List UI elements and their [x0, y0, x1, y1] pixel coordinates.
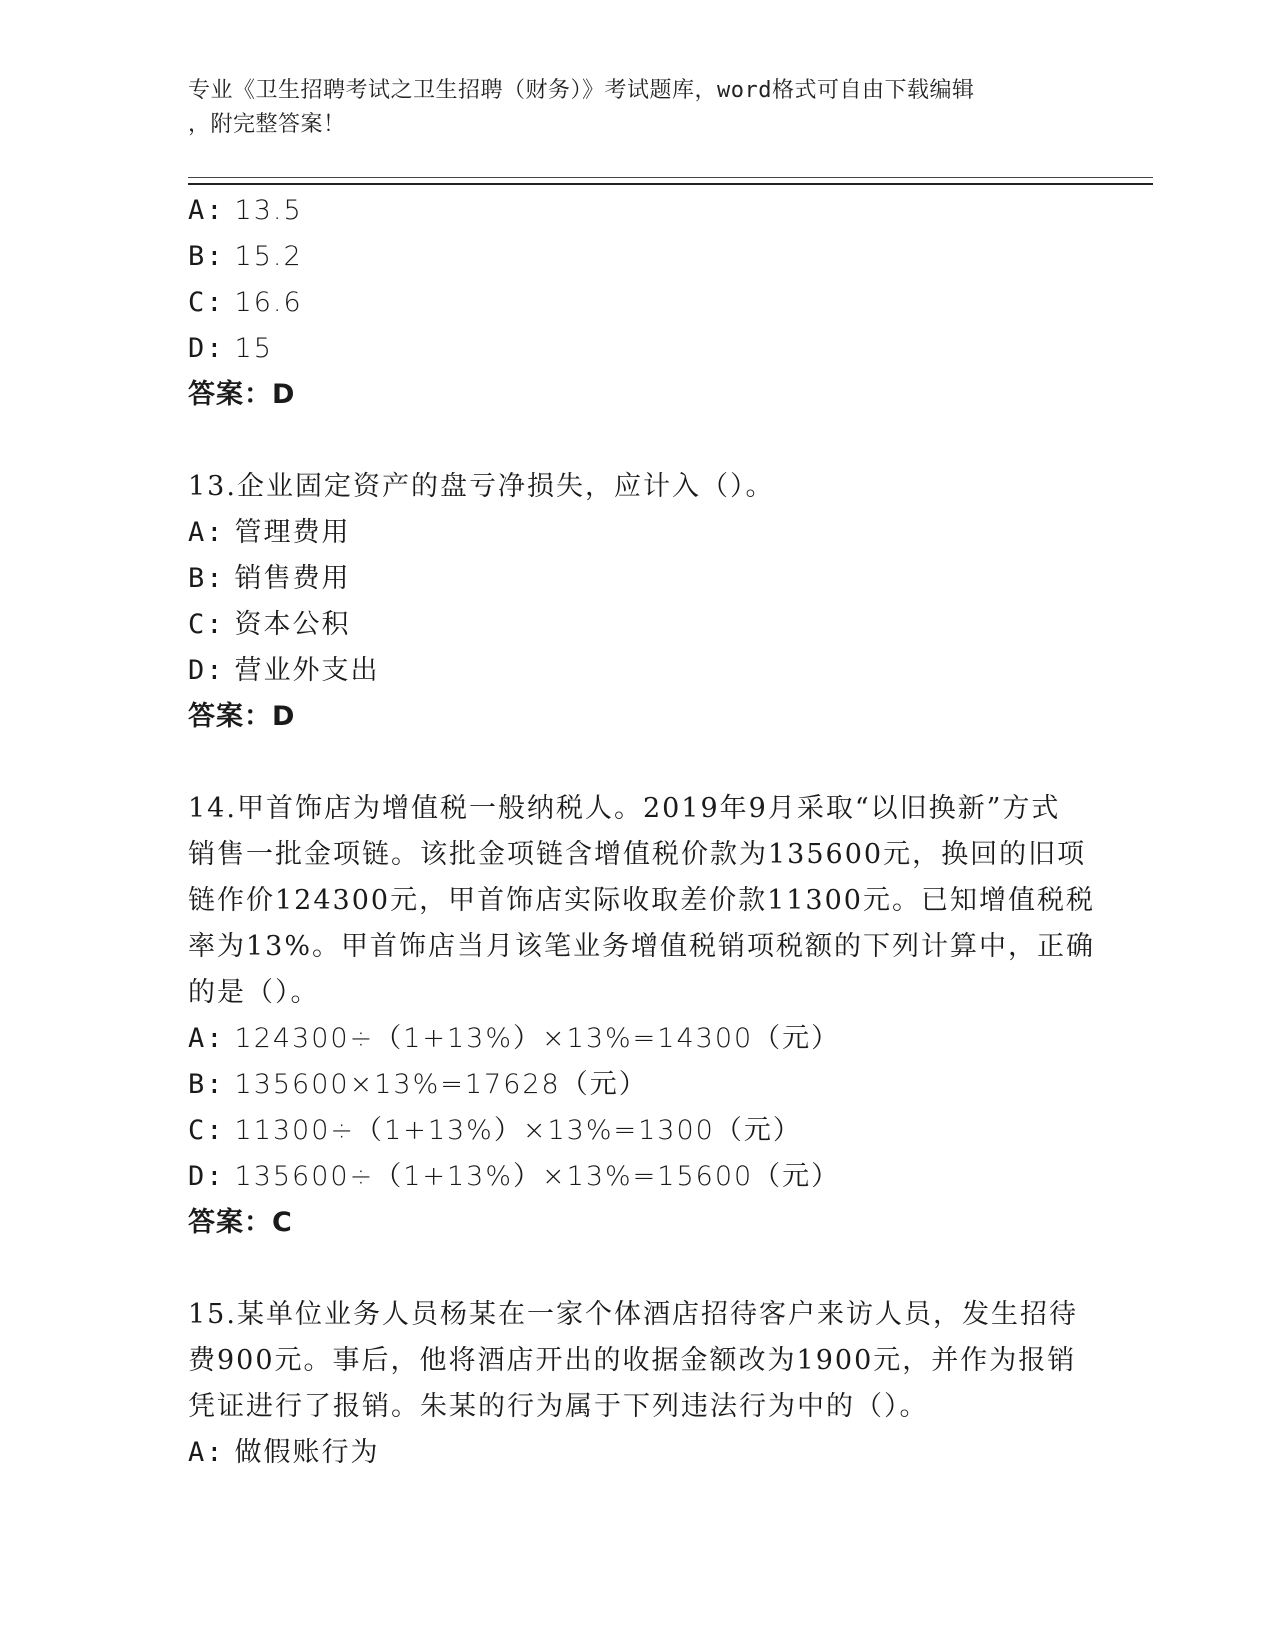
option-letter: A:: [188, 1023, 225, 1054]
document-header: [188, 74, 1088, 142]
option-a: [188, 188, 1088, 234]
option-text: 15: [234, 333, 273, 364]
option-letter: A:: [188, 517, 225, 548]
option-d: [188, 326, 1088, 372]
header-divider-thick: [188, 183, 1153, 185]
option-c: [188, 602, 1088, 648]
question-12: [188, 188, 1088, 418]
option-text: 管理费用: [234, 517, 351, 548]
option-a: [188, 510, 1088, 556]
question-text-line: 链作价124300元，甲首饰店实际收取差价款11300元。已知增值税税: [188, 885, 1095, 916]
option-text: 营业外支出: [234, 655, 380, 686]
header-line-1: 专业《卫生招聘考试之卫生招聘（财务）》考试题库，word格式可自由下载编辑: [188, 78, 975, 103]
option-text: 124300÷（1+13%）×13%=14300（元）: [234, 1023, 841, 1054]
option-d: [188, 1154, 1088, 1200]
option-b: [188, 234, 1088, 280]
spacer: [188, 1246, 1088, 1292]
question-text: 13.企业固定资产的盘亏净损失，应计入（）。: [188, 471, 775, 502]
question-14: [188, 786, 1096, 1246]
option-letter: C:: [188, 1115, 225, 1146]
option-text: 资本公积: [234, 609, 351, 640]
option-letter: B:: [188, 563, 225, 594]
option-letter: D:: [188, 1161, 225, 1192]
header-divider-thin: [188, 177, 1153, 178]
question-text-line: 14.甲首饰店为增值税一般纳税人。2019年9月采取“以旧换新”方式: [188, 793, 1061, 824]
option-a: [188, 1430, 1088, 1476]
answer-label: 答案：D: [188, 701, 296, 732]
option-b: [188, 556, 1088, 602]
option-text: 135600×13%=17628（元）: [234, 1069, 648, 1100]
option-letter: C:: [188, 287, 225, 318]
header-line-2: ，附完整答案！: [188, 112, 346, 137]
option-letter: C:: [188, 609, 225, 640]
option-b: [188, 1062, 1088, 1108]
option-c: [188, 1108, 1088, 1154]
option-text: 做假账行为: [234, 1437, 380, 1468]
question-text-line: 15.某单位业务人员杨某在一家个体酒店招待客户来访人员，发生招待: [188, 1299, 1078, 1330]
question-text-line: 销售一批金项链。该批金项链含增值税价款为135600元，换回的旧项: [188, 839, 1087, 870]
option-a: [188, 1016, 1088, 1062]
question-13: [188, 464, 1088, 740]
answer-label: 答案：C: [188, 1207, 293, 1238]
spacer: [188, 418, 1088, 464]
answer-label: 答案：D: [188, 379, 296, 410]
option-letter: B:: [188, 1069, 225, 1100]
option-letter: A:: [188, 1437, 225, 1468]
option-c: [188, 280, 1088, 326]
option-text: 销售费用: [234, 563, 351, 594]
option-text: 13.5: [234, 195, 303, 226]
question-text-line: 的是（）。: [188, 977, 320, 1008]
question-15: [188, 1292, 1088, 1476]
spacer: [188, 740, 1088, 786]
option-letter: A:: [188, 195, 225, 226]
option-letter: D:: [188, 655, 225, 686]
option-text: 16.6: [234, 287, 303, 318]
option-letter: D:: [188, 333, 225, 364]
option-text: 135600÷（1+13%）×13%=15600（元）: [234, 1161, 841, 1192]
question-text-line: 费900元。事后，他将酒店开出的收据金额改为1900元，并作为报销: [188, 1345, 1077, 1376]
option-letter: B:: [188, 241, 225, 272]
option-text: 11300÷（1+13%）×13%=1300（元）: [234, 1115, 802, 1146]
question-text-line: 率为13%。甲首饰店当月该笔业务增值税销项税额的下列计算中，正确: [188, 931, 1096, 962]
option-text: 15.2: [234, 241, 303, 272]
question-text-line: 凭证进行了报销。朱某的行为属于下列违法行为中的（）。: [188, 1391, 929, 1422]
option-d: [188, 648, 1088, 694]
question-content: [188, 188, 1096, 1476]
